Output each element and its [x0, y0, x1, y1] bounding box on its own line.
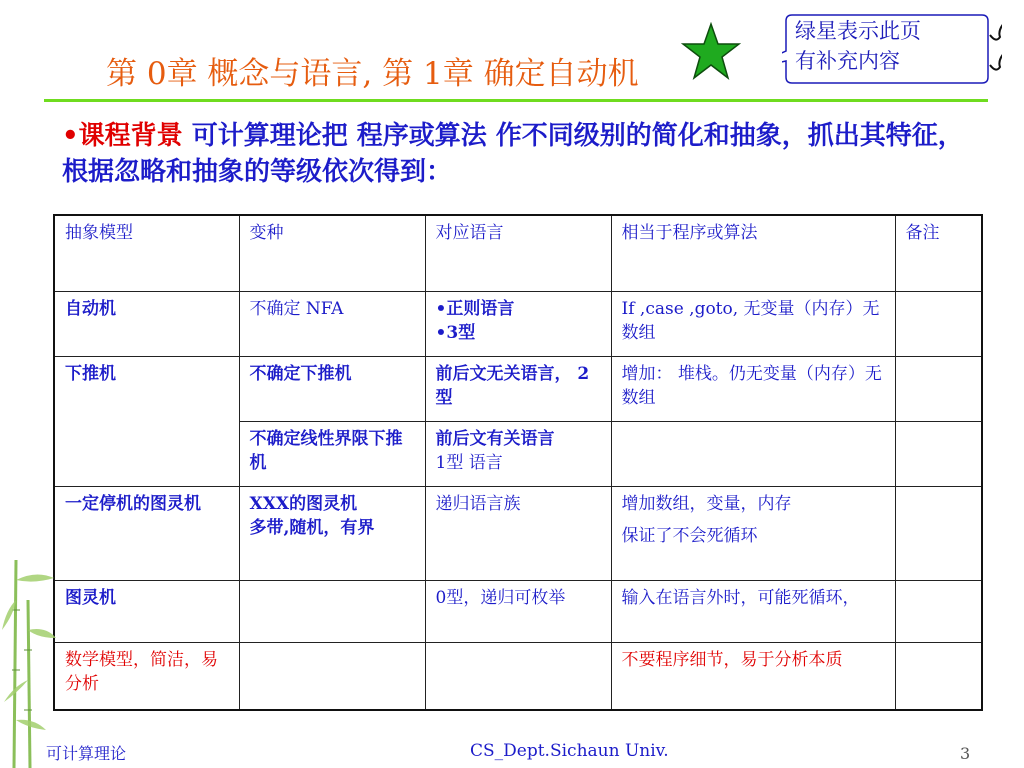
cell-note [895, 356, 982, 421]
cell-variant [239, 642, 425, 710]
cell-language [425, 642, 611, 710]
cell-variant: 不确定下推机 [239, 356, 425, 421]
cell-language: 前后文无关语言， 2型 [425, 356, 611, 421]
callout-text [795, 16, 921, 76]
callout-line-1: 绿星表示此页 [795, 19, 921, 43]
cell-language: 0型，递归可枚举 [425, 580, 611, 642]
intro-paragraph [62, 118, 982, 190]
callout-line-2: 有补充内容 [795, 49, 900, 73]
table-row [54, 356, 982, 421]
cell-note [895, 642, 982, 710]
cell-equivalent: If ,case ,goto, 无变量（内存）无数组 [611, 291, 895, 356]
cell-language-line: •正则语言 [435, 298, 515, 319]
cell-language-line: 前后文有关语言 [435, 428, 555, 449]
footer-course-name: 可计算理论 [46, 744, 127, 763]
cell-note [895, 486, 982, 580]
cell-language-line: •3型 [435, 322, 476, 343]
automata-table [53, 214, 983, 711]
cell-variant-line: XXX的图灵机 [249, 493, 358, 514]
cell-language [425, 421, 611, 486]
cell-variant-line: 多带,随机，有界 [249, 517, 375, 538]
cell-language-line: 1型 语言 [435, 452, 503, 473]
table-row [54, 642, 982, 710]
title-divider [44, 99, 988, 102]
intro-highlight: 课程背景 [78, 121, 183, 151]
cell-note [895, 291, 982, 356]
header-variant: 变种 [239, 215, 425, 291]
table-header-row [54, 215, 982, 291]
cell-variant: 不确定 NFA [239, 291, 425, 356]
slide-title: 第 0章 概念与语言, 第 1章 确定自动机 [106, 56, 639, 92]
cell-equivalent-line: 保证了不会死循环 [621, 525, 758, 546]
cell-equivalent-line: 增加数组，变量，内存 [621, 493, 792, 514]
bamboo-decoration [0, 540, 60, 768]
cell-model: 一定停机的图灵机 [54, 486, 239, 580]
cell-variant [239, 580, 425, 642]
green-star-icon [681, 22, 741, 82]
cell-model: 数学模型，简洁，易分析 [54, 642, 239, 710]
intro-text: 可计算理论把 程序或算法 作不同级别的简化和抽象，抓出其特征，根据忽略和抽象的等级依次得到： [62, 121, 964, 187]
cell-language: 递归语言族 [425, 486, 611, 580]
table-row [54, 580, 982, 642]
intro-bullet: • [62, 121, 79, 151]
cell-equivalent: 增加： 堆栈。仍无变量（内存）无数组 [611, 356, 895, 421]
cell-language [425, 291, 611, 356]
cell-equivalent: 不要程序细节，易于分析本质 [611, 642, 895, 710]
table-row [54, 291, 982, 356]
cell-variant: 不确定线性界限下推机 [239, 421, 425, 486]
cell-model: 自动机 [54, 291, 239, 356]
cell-equivalent [611, 421, 895, 486]
cell-note [895, 421, 982, 486]
cell-equivalent [611, 486, 895, 580]
cell-note [895, 580, 982, 642]
header-note: 备注 [895, 215, 982, 291]
header-model: 抽象模型 [54, 215, 239, 291]
table-row [54, 486, 982, 580]
cell-variant [239, 486, 425, 580]
footer-department: CS_Dept.Sichaun Univ. [470, 741, 669, 761]
cell-equivalent: 输入在语言外时，可能死循环， [611, 580, 895, 642]
page-number: 3 [960, 744, 971, 763]
cell-model: 图灵机 [54, 580, 239, 642]
cell-model: 下推机 [54, 356, 239, 486]
header-language: 对应语言 [425, 215, 611, 291]
header-equivalent: 相当于程序或算法 [611, 215, 895, 291]
